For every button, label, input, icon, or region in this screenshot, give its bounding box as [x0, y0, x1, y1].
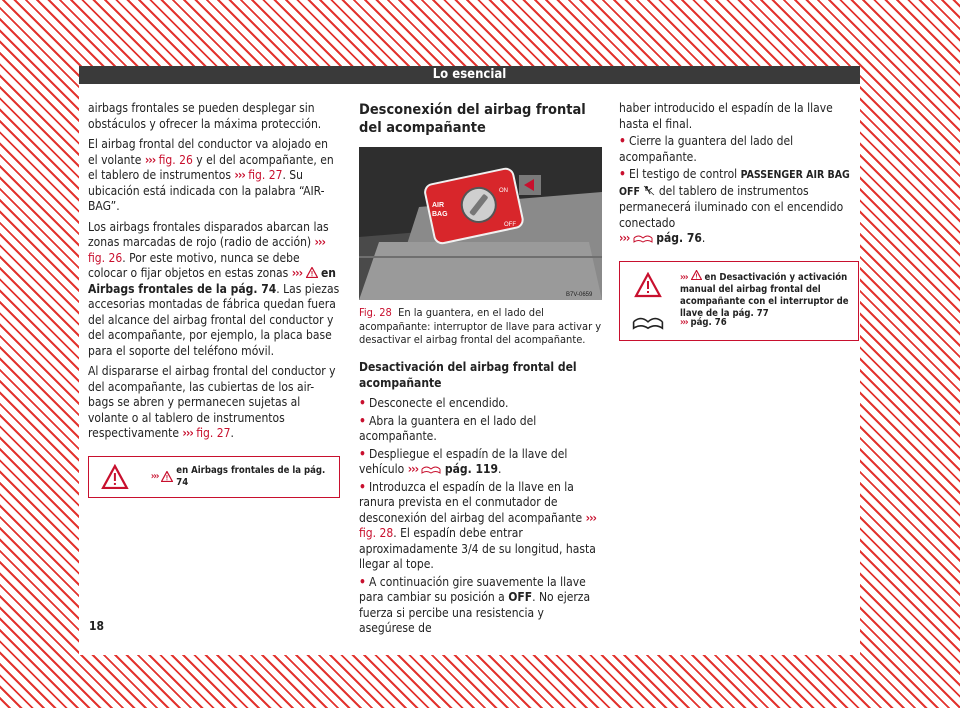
figure-code: B7V-0659	[566, 292, 593, 298]
bullet-icon: •	[619, 167, 626, 181]
arrows-icon: ›››	[680, 271, 688, 283]
page-link[interactable]: pág. 76	[690, 316, 727, 328]
list-item: • El testigo de control PASSENGER AIR BAG OFF del tablero de instrumentos permanecerá iluminado con el encendido conectado ››› pág. 76.	[619, 167, 850, 245]
page-header: Lo esencial	[79, 66, 860, 84]
paragraph: El airbag frontal del conductor va alojado en el volante ››› fig. 26 y el del acompañante, en el tablero de instrumentos ››› fig. 27. Su ubicación está indicada con la palabra “AIR-BAG”.	[88, 137, 334, 213]
page-link[interactable]: pág. 119	[444, 462, 499, 476]
list-item: • Desconecte el encendido.	[359, 396, 509, 410]
bullet-icon: •	[359, 479, 366, 494]
paragraph: airbags frontales se pueden desplegar sin obstáculos y ofrecer la máxima protección.	[88, 101, 322, 131]
figure-glovebox-switch	[359, 147, 602, 300]
list-item: • Cierre la guantera del lado del acompañante.	[619, 134, 794, 164]
warning-icon	[634, 272, 662, 298]
arrows-icon: ›››	[150, 470, 159, 482]
warning-link[interactable]: en Airbags frontales de la pág. 74	[176, 464, 326, 488]
arrows-icon: ›››	[234, 168, 245, 182]
arrows-icon: ›››	[182, 426, 193, 440]
book-icon	[421, 463, 441, 474]
page-number: 18	[89, 619, 105, 633]
paragraph: haber introducido el espadín de la llave hasta el final.	[619, 101, 833, 131]
warning-icon	[161, 471, 173, 482]
bullet-icon: •	[359, 574, 366, 589]
fig-link[interactable]: fig. 27	[248, 168, 283, 182]
switch-label-air: AIR	[432, 202, 445, 209]
warning-link[interactable]: en Airbags frontales de la pág. 74	[88, 266, 336, 296]
arrows-icon: ›››	[585, 510, 596, 525]
warning-box	[619, 261, 859, 341]
warning-box	[88, 456, 340, 498]
airbag-off-icon	[643, 185, 655, 196]
book-icon	[633, 232, 653, 243]
bullet-icon: •	[359, 413, 366, 428]
warning-link[interactable]: en Desactivación y activación manual del airbag frontal del acompañante con el interruptor de llave de la pág. 77	[680, 271, 849, 319]
arrows-icon: ›››	[291, 266, 303, 280]
column-3	[619, 101, 863, 341]
book-icon	[632, 312, 664, 330]
subheading: Desactivación del airbag frontal del acompañante	[359, 360, 577, 390]
warning-icon	[691, 270, 702, 280]
section-heading-wrap	[359, 101, 602, 148]
paragraph: Los airbags frontales disparados abarcan las zonas marcadas de rojo (radio de acción) ››› fig. 26. Por este motivo, nunca se debe colocar o fijar objetos en estas zonas ››› en Airbags frontales de la pág. 74. Las piezas accesorias montadas de fábrica quedan fuera del alcance del airbag frontal del conductor y del acompañante, por ejemplo, la placa base para el soporte del teléfono móvil.	[88, 219, 340, 358]
bullet-icon: •	[359, 396, 366, 410]
switch-label-off: OFF	[504, 222, 516, 228]
list-item: • A continuación gire suavemente la llave para cambiar su posición a OFF. No ejerza fuerza si percibe una resistencia y asegúrese de	[359, 574, 591, 635]
bullet-icon: •	[619, 134, 626, 148]
column-2-body	[359, 360, 602, 639]
arrows-icon: ›››	[314, 235, 325, 249]
figure-illustration	[359, 147, 602, 300]
switch-label-on: ON	[499, 188, 508, 194]
paragraph: Al dispararse el airbag frontal del conductor y del acompañante, las cubiertas de los air-bags se abren y permanecen sujetas al volante o al tablero de instrumentos respectivamente ››› fig. 27.	[88, 364, 336, 440]
arrows-icon: ›››	[144, 152, 156, 167]
list-item: • Despliegue el espadín de la llave del vehículo ››› pág. 119.	[359, 446, 568, 476]
page-link[interactable]: pág. 76	[656, 231, 702, 245]
fig-link[interactable]: fig. 26	[88, 250, 123, 265]
figure-caption: Fig. 28 En la guantera, en el lado del acompañante: interruptor de llave para activar y desactivar el airbag frontal del acompañante.	[359, 306, 602, 346]
off-label: OFF	[508, 590, 533, 604]
arrows-icon: ›››	[680, 316, 688, 328]
fig-link[interactable]: fig. 27	[196, 426, 231, 440]
fig-link[interactable]: fig. 26	[158, 152, 193, 167]
indicator-label: PASSENGER AIR BAG OFF	[619, 169, 850, 198]
fig-link[interactable]: fig. 28	[359, 526, 394, 540]
switch-label-bag: BAG	[432, 211, 448, 218]
section-heading: Desconexión del airbag frontal del acompañante	[359, 102, 586, 136]
warning-icon	[101, 464, 129, 490]
warning-icon	[306, 267, 318, 278]
column-1	[88, 101, 340, 498]
arrows-icon: ›››	[619, 231, 630, 245]
list-item: • Abra la guantera en el lado del acompañante.	[359, 413, 537, 443]
fig-number: Fig. 28	[359, 306, 392, 319]
list-item: • Introduzca el espadín de la llave en la ranura prevista en el conmutador de desconexión del airbag del acompañante ››› fig. 28. El espadín debe entrar aproximadamente 3/4 de su longitud, hasta llegar al tope.	[359, 479, 596, 571]
bullet-icon: •	[359, 446, 366, 461]
arrows-icon: ›››	[407, 462, 419, 476]
